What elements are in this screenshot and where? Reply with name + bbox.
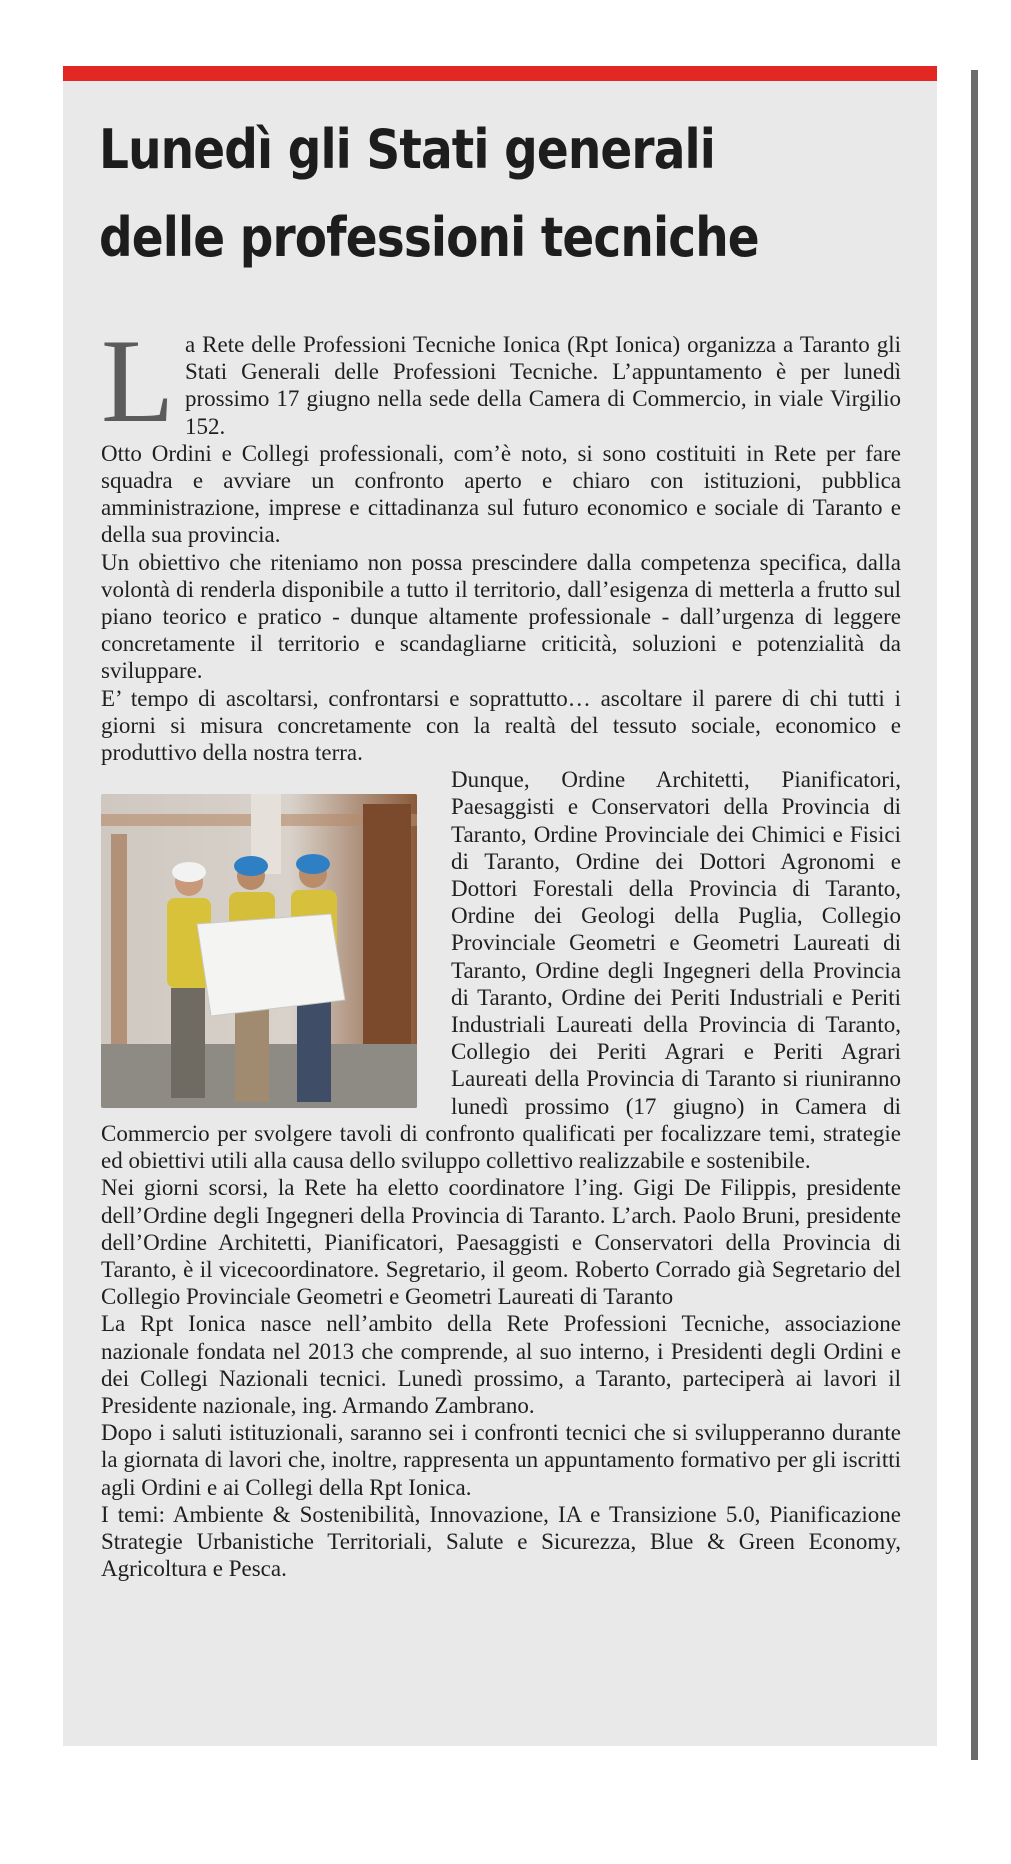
accent-bar <box>63 66 937 81</box>
paragraph-1: La Rete delle Professioni Tecniche Ionica (Rpt Ionica) organizza a Taranto gli Stati Generali delle Professioni Tecniche. L’appuntamento è per lunedì prossimo 17 giugno nella sede della Camera di Commercio, in viale Virgilio 152. <box>101 314 901 447</box>
paragraph-5: Dunque, Ordine Architetti, Pianificatori, Paesaggisti e Conservatori della Provincia di Taranto, Ordine Provinciale dei Chimici e Fisici di Taranto, Ordine dei Dottori Agronomi e Dottori Forestali della Provincia di Taranto, Ordine dei Geologi della Puglia, Collegio Provinciale Geometri e Geometri Laureati di Taranto, Ordine degli Ingegneri della Provincia di Taranto, Ordine dei Periti Industriali e Periti Industriali Laureati della Provincia di Taranto, Collegio dei Periti Agrari e Periti Agrari Laureati della Provincia di Taranto si riuniranno lunedì prossimo (17 giugno) in Camera di Commercio per svolgere tavoli di confronto qualificati per focalizzare temi, strategie ed obiettivi utili alla causa dello sviluppo collettivo realizzabile e sostenibile. <box>101 767 901 1174</box>
paragraph-6: Nei giorni scorsi, la Rete ha eletto coordinatore l’ing. Gigi De Filippis, presidente dell’Ordine degli Ingegneri della Provincia di Taranto. L’arch. Paolo Bruni, presidente dell’Ordine Architetti, Pianificatori, Paesaggisti e Conservatori della Provincia di Taranto, è il vicecoordinatore. Segretario, il geom. Roberto Corrado già Segretario del Collegio Provinciale Geometri e Geometri Laureati di Taranto <box>101 1175 901 1310</box>
paragraph-3: Un obiettivo che riteniamo non possa prescindere dalla competenza specifica, dalla volontà di renderla disponibile a tutto il territorio, dall’esigenza di metterla a frutto sul piano teorico e pratico - dunque altamente professionale - dall’urgenza di leggere concretamente il territorio e scandagliarne criticità, soluzioni e potenzialità da sviluppare. <box>101 549 901 684</box>
drop-cap: L <box>101 314 175 447</box>
paragraph-7: La Rpt Ionica nasce nell’ambito della Rete Professioni Tecniche, associazione nazionale fondata nel 2013 che comprende, al suo interno, i Presidenti degli Ordini e dei Collegi Nazionali tecnici. Lunedì prossimo, a Taranto, parteciperà ai lavori il Presidente nazionale, ing. Armando Zambrano. <box>101 1311 901 1418</box>
paragraph-4: E’ tempo di ascoltarsi, confrontarsi e soprattutto… ascoltare il parere di chi tutti i giorni si misura concretamente con la realtà del tessuto sociale, economico e produttivo della nostra terra. <box>101 685 901 766</box>
headline-line-2: delle professioni tecniche <box>99 206 759 269</box>
paragraph-2: Otto Ordini e Collegi professionali, com’è noto, si sono costituiti in Rete per fare squadra e avviare un confronto aperto e chiaro con istituzioni, pubblica amministrazione, imprese e cittadinanza sul futuro economico e sociale di Taranto e della sua provincia. <box>101 440 901 548</box>
newspaper-clipping <box>63 66 937 1746</box>
headline <box>99 106 812 282</box>
construction-workers-photo-icon <box>101 794 417 1108</box>
headline-line-1: Lunedì gli Stati generali <box>99 118 716 181</box>
paragraph-8: Dopo i saluti istituzionali, saranno sei i confronti tecnici che si svilupperanno durante la giornata di lavori che, inoltre, rappresenta un appuntamento formativo per gli iscritti agli Ordini e ai Collegi della Rpt Ionica. <box>101 1420 901 1500</box>
article-body <box>101 314 901 1582</box>
right-margin-rule <box>971 70 978 1760</box>
paragraph-9: I temi: Ambiente & Sostenibilità, Innovazione, IA e Transizione 5.0, Pianificazione Strategie Urbanistiche Territoriali, Salute e Sicurezza, Blue & Green Economy, Agricoltura e Pesca. <box>101 1501 901 1582</box>
